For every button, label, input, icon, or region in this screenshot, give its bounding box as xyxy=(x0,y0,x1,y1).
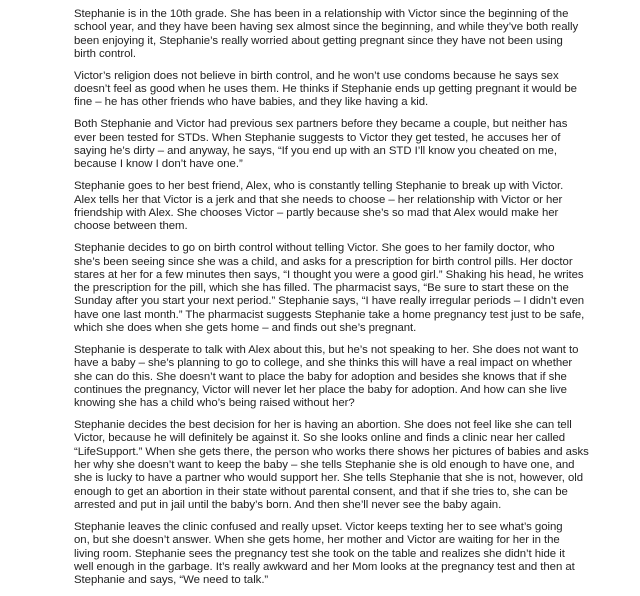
text-line: birth control. xyxy=(74,47,136,60)
text-line: stares at her for a few minutes then says, “I thought you were a good girl.” Shaking his head, he writes xyxy=(74,268,584,281)
document-body xyxy=(74,8,589,596)
text-line: Stephanie is in the 10th grade. She has been in a relationship with Victor since the beginning of the xyxy=(74,8,569,20)
text-line: Victor, because he will definitely be against it. So she looks online and finds a clinic near her called xyxy=(74,432,566,445)
text-line: school year, and they have been having sex almost since the beginning, and while they’ve both really xyxy=(74,21,579,34)
text-line: have one last month.” The pharmacist suggests Stephanie take a home pregnancy test just to be safe, xyxy=(74,308,585,321)
text-line: Alex tells her that Victor is a jerk and that she needs to choose – her relationship with Victor or her xyxy=(74,193,563,206)
text-line: Sunday after you start your next period.” Stephanie says, “I have really irregular periods – I didn’t even xyxy=(74,295,585,308)
text-line: her why she doesn’t want to keep the baby – she tells Stephanie she is old enough to have one, and xyxy=(74,459,575,472)
text-line: which she does when she gets home – and finds out she’s pregnant. xyxy=(74,321,417,334)
text-line: choose between them. xyxy=(74,220,188,233)
text-line: Stephanie and says, “We need to talk.” xyxy=(74,574,269,587)
text-line: “LifeSupport.” When she gets there, the person who works there shows her pictures of babies and asks xyxy=(74,445,589,458)
paragraph xyxy=(74,419,589,512)
text-line: fine – he has other friends who have babies, and they like having a kid. xyxy=(74,96,429,109)
text-line: the prescription for the pill, which she has filled. The pharmacist says, “Be sure to start these on the xyxy=(74,282,569,295)
text-line: on, but she doesn’t answer. When she gets home, her mother and Victor are waiting for her in the xyxy=(74,534,560,547)
text-line: well enough in the garbage. It’s really awkward and her Mom looks at the pregnancy test and then at xyxy=(74,560,575,573)
text-line: enough to get an abortion in their state without parental consent, and that if she tries to, she can be xyxy=(74,485,568,498)
text-line: arrested and put in jail until the baby’s born. And then she’ll never see the baby again. xyxy=(74,498,502,511)
text-line: been enjoying it, Stephanie’s really worried about getting pregnant since they have not been using xyxy=(74,34,563,47)
text-line: Stephanie goes to her best friend, Alex, who is constantly telling Stephanie to break up with Victor. xyxy=(74,180,564,193)
text-line: because I know I don’t have one.” xyxy=(74,158,243,171)
paragraph xyxy=(74,69,577,110)
text-line: Stephanie decides to go on birth control without telling Victor. She goes to her family doctor, who xyxy=(74,242,555,255)
paragraph xyxy=(74,118,574,171)
text-line: continues the pregnancy, Victor will never let her place the baby for adoption. And how can she live xyxy=(74,383,567,396)
paragraph xyxy=(74,8,579,61)
text-line: Stephanie leaves the clinic confused and really upset. Victor keeps texting her to see what’s going xyxy=(74,520,563,533)
text-line: she can do this. She doesn’t want to place the baby for adoption and besides she knows that if she xyxy=(74,370,567,383)
paragraph xyxy=(74,521,574,587)
text-line: Victor’s religion does not believe in birth control, and he won’t use condoms because he says sex xyxy=(74,69,559,82)
paragraph xyxy=(74,242,585,335)
text-line: doesn’t feel as good when he uses them. He thinks if Stephanie ends up getting pregnant it would be xyxy=(74,83,577,96)
text-line: knowing she has a child who’s being raised without her? xyxy=(74,397,355,410)
text-line: have a baby – she’s planning to go to college, and she thinks this will have a real impact on whether xyxy=(74,357,573,370)
paragraph xyxy=(74,180,574,233)
text-line: Stephanie is desperate to talk with Alex about this, but he’s not speaking to her. She does not want to xyxy=(74,343,579,356)
paragraph xyxy=(74,343,579,410)
text-line: ever been tested for STDs. When Stephanie suggests to Victor they get tested, he accuses her of xyxy=(74,131,561,144)
text-line: she’s been seeing since she was a child, and asks for a prescription for birth control pills. Her doctor xyxy=(74,255,573,268)
text-line: Stephanie decides the best decision for her is having an abortion. She does not feel like she can tell xyxy=(74,419,572,432)
text-line: she is lucky to have a partner who would support her. She tells Stephanie that she is not, however, old xyxy=(74,472,584,485)
text-line: friendship with Alex. She chooses Victor – partly because she’s so mad that Alex would make her xyxy=(74,206,559,219)
text-line: Both Stephanie and Victor had previous sex partners before they became a couple, but neither has xyxy=(74,118,568,131)
text-line: saying he’s dirty – and anyway, he says, “If you end up with an STD I’ll know you cheated on me, xyxy=(74,145,557,158)
text-line: living room. Stephanie sees the pregnancy test she took on the table and realizes she didn’t hide it xyxy=(74,547,565,560)
